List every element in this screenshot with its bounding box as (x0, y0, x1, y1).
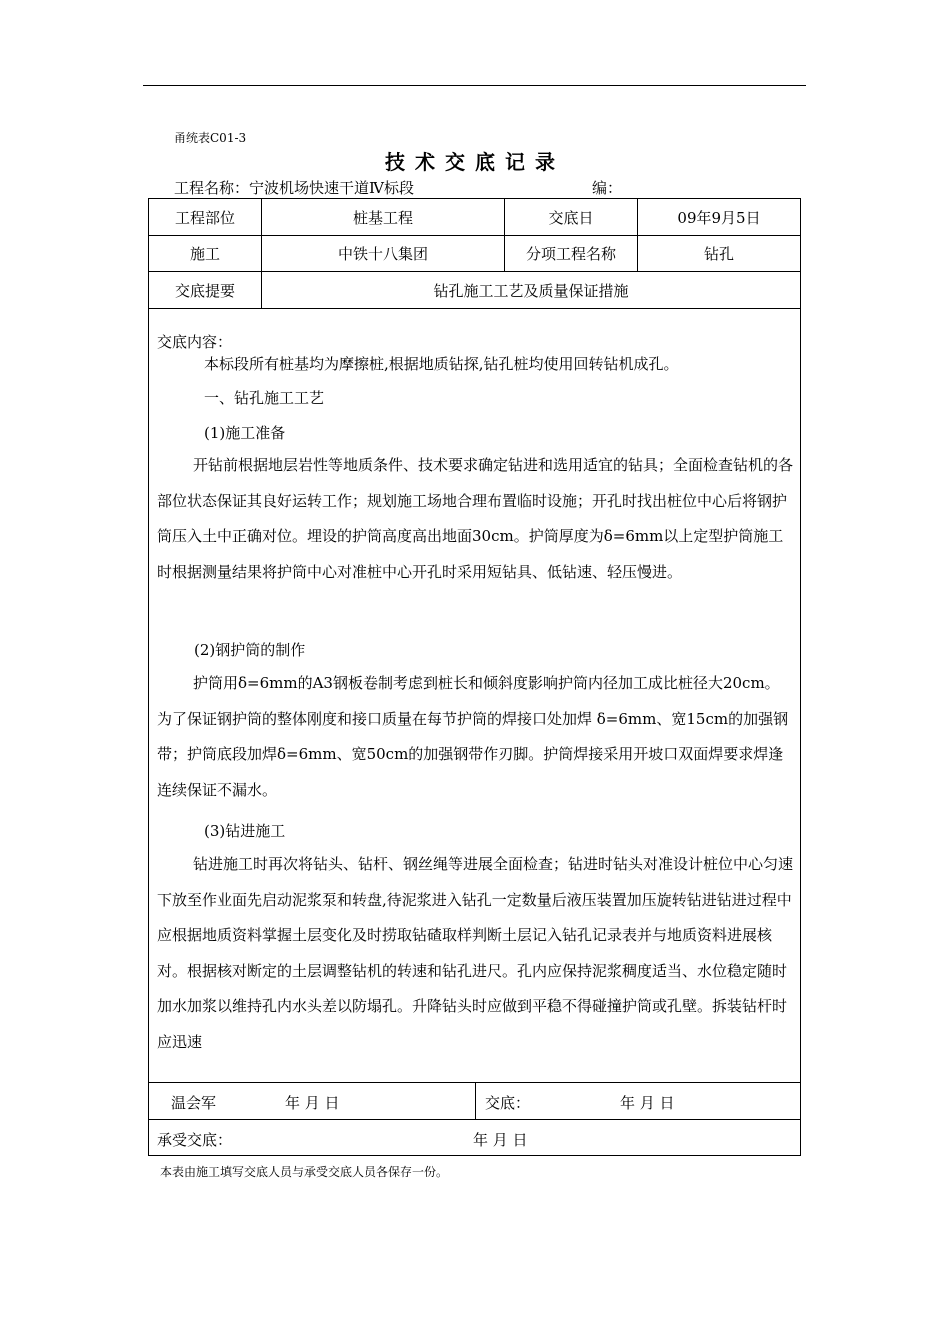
form-code: 甬统表C01-3 (174, 131, 247, 145)
label-subitem: 分项工程名称 (505, 236, 638, 271)
paragraph-drilling: 钻进施工时再次将钻头、钻杆、钢丝绳等进展全面检查；钻进时钻头对准设计桩位中心匀速下放至作业面先启动泥浆泵和转盘,待泥浆进入钻孔一定数量后液压装置加压旋转钻进钻进过程中应根据地质资料掌握土层变化及时捞取钻碴取样判断土层记入钻孔记录表并与地质资料进展核对。根据核对断定的土层调整钻机的转速和钻孔进尺。孔内应保持泥浆稠度适当、水位稳定随时加水加浆以维持孔内水头差以防塌孔。升降钻头时应做到平稳不得碰撞护筒或孔壁。拆装钻杆时应迅速 (157, 855, 794, 1051)
top-rule (143, 85, 806, 86)
signer-date: 年 月 日 (285, 1094, 340, 1112)
row-project-part (149, 199, 800, 236)
paragraph-prep: 开钻前根据地层岩性等地质条件、技术要求确定钻进和选用适宜的钻具；全面检查钻机的各部位状态保证其良好运转工作；规划施工场地合理布置临时设施；开孔时找出桩位中心后将钢护筒压入土中正确对位。埋设的护筒高度高出地面30cm。护筒厚度为δ=6mm以上定型护筒施工时根据测量结果将护筒中心对准桩中心开孔时采用短钻具、低钻速、轻压慢进。 (157, 456, 794, 581)
document-title: 技术交底记录 (385, 150, 565, 174)
signature-divider (475, 1083, 476, 1119)
subheading-casing: (2)钢护筒的制作 (194, 641, 306, 659)
value-summary: 钻孔施工工艺及质量保证措施 (433, 281, 629, 300)
value-construction: 中铁十八集团 (262, 236, 505, 271)
acceptance-row (149, 1120, 800, 1156)
signer-name: 温会军 (171, 1094, 217, 1112)
row-summary (149, 272, 800, 309)
subheading-drilling: (3)钻进施工 (204, 822, 286, 840)
jiaodi-date: 年 月 日 (620, 1094, 675, 1112)
accept-label: 承受交底： (157, 1131, 233, 1149)
value-date: 09年9月5日 (677, 208, 761, 227)
label-summary: 交底提要 (149, 272, 262, 308)
project-name-line: 工程名称：宁波机场快速干道Ⅳ标段 (174, 179, 414, 197)
row-construction (149, 236, 800, 272)
record-form (148, 198, 801, 1156)
label-date: 交底日 (505, 199, 638, 235)
paragraph-casing: 护筒用δ=6mm的A3钢板卷制考虑到桩长和倾斜度影响护筒内径加工成比桩径大20cm。为了保证钢护筒的整体刚度和接口质量在每节护筒的焊接口处加焊 δ=6mm、宽15cm的加强钢带；护筒底段加焊δ=6mm、宽50cm的加强钢带作刃脚。护筒焊接采用开坡口双面焊要求焊逢连续保证不漏水。 (157, 674, 789, 799)
content-intro: 本标段所有桩基均为摩擦桩,根据地质钻探,钻孔桩均使用回转钻机成孔。 (204, 355, 679, 373)
content-section (149, 309, 800, 1083)
jiaodi-label: 交底： (485, 1094, 531, 1112)
value-project-part: 桩基工程 (262, 199, 505, 235)
subheading-prep: (1)施工准备 (204, 424, 286, 442)
content-label: 交底内容： (157, 333, 233, 351)
accept-date: 年 月 日 (473, 1131, 528, 1149)
label-construction: 施工 (149, 236, 262, 271)
label-project-part: 工程部位 (149, 199, 262, 235)
footnote: 本表由施工填写交底人员与承受交底人员各保存一份。 (160, 1165, 449, 1179)
signature-row (149, 1083, 800, 1120)
number-label: 编： (592, 179, 623, 197)
section-heading-1: 一、钻孔施工工艺 (204, 389, 325, 407)
value-subitem: 钻孔 (703, 245, 734, 263)
